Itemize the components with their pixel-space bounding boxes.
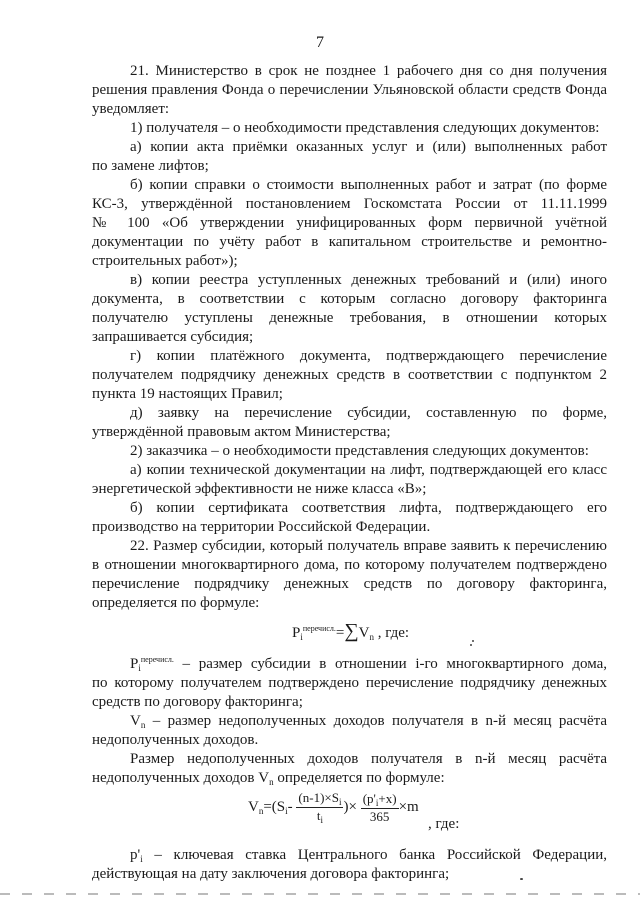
def-pk-sub: i [140,854,143,864]
item-v-line-3: получателю уступлены денежные требования, в отношении которых [92,310,607,326]
def-v-symbol: V [130,713,141,729]
size-vn-sub: n [269,777,274,787]
item-b-line-5: строительных работ»); [92,253,238,269]
formula2-lhs: V [248,798,259,815]
frac2-num-sub: i [375,798,379,808]
item-d-line-1: д) заявку на перечисление субсидии, составленную по форме, [130,405,607,421]
def-p-line-2: по которому получателем подтверждено перечисление подрядчику денежных [92,675,607,691]
def-p-symbol: P [130,656,139,672]
formula1-lhs-sub: i [300,632,303,642]
item-b-line-3: № 100 «Об утверждении унифицированных форм первичной учётной [92,215,607,231]
fraction-1-denominator [296,808,343,825]
scan-edge-artifact [0,893,640,895]
item-2b-line-1: б) копии сертификата соответствия лифта, подтверждающего его [130,500,607,516]
formula2-mult-m: ×m [398,798,419,815]
paragraph-22-line-3: перечисление подрядчику денежных средств по договору факторинга, [92,576,607,592]
formula2-mid: )× [343,798,357,815]
frac1-den-text: t [316,808,321,823]
formula-subsidy [292,620,409,643]
item-d-line-2: утверждённой правовым актом Министерства; [92,424,391,440]
formula2-s-sub: i [285,805,288,816]
paragraph-22-line-2: в отношении многоквартирного дома, по которому получателем подтверждено [92,557,607,573]
formula2-minus: - [287,798,293,815]
item-v-line-1: в) копии реестра уступленных денежных требований и (или) иного [130,272,607,288]
size-vn-symbol: V [258,770,270,786]
paragraph-22-line-1: 22. Размер субсидии, который получатель вправе заявить к перечислению [130,538,607,554]
frac1-num-text: (n-1)×S [298,790,339,805]
formula1-equals: = [335,625,345,641]
item-2b-line-2: производство на территории Российской Федерации. [92,519,431,535]
page-number: 7 [316,34,324,51]
item-2a-line-2: энергетической эффективности не ниже класса «В»; [92,481,427,497]
def-v-sub: n [140,720,146,730]
paragraph-22-line-4: определяется по формуле: [92,595,260,611]
def-pk-line-2: действующая на дату заключения договора факторинга; [92,866,450,882]
item-a-line-2: по замене лифтов; [92,158,209,174]
item-2a-line-1: а) копии технической документации на лифт, подтверждающей его класс [130,462,607,478]
formula1-term-sub: n [369,632,374,642]
item-b-line-4: документации по учёту работ в капитальном строительстве и ремонтно- [92,234,607,250]
def-p-text: – размер субсидии в отношении i-го многоквартирного дома, [182,656,608,672]
scan-speck [470,644,472,646]
item-v-line-4: запрашивается субсидия; [92,329,254,345]
size-line-2-text: недополученных доходов [92,770,255,786]
item-1-heading: 1) получателя – о необходимости представления следующих документов: [130,120,600,136]
fraction-2-denominator: 365 [369,809,390,824]
fraction-1-numerator [296,790,343,808]
scan-speck [472,640,474,642]
paragraph-21-line-1: 21. Министерство в срок не позднее 1 рабочего дня со дня получения [130,63,607,79]
formula2-part1: =(S [263,798,286,815]
formula1-lhs-sup: перечисл. [302,624,336,633]
item-v-line-2: документа, в соответствии с которым согласно договору факторинга [92,291,607,307]
fraction-1 [296,790,343,825]
scan-speck [520,878,523,880]
formula1-term: V [358,625,370,641]
formula-vn [248,790,419,825]
size-line-2 [92,769,607,789]
fraction-2 [361,791,399,824]
def-p-line-1 [130,655,607,675]
item-g-line-1: г) копии платёжного документа, подтверждающего перечисление [130,348,607,364]
def-v-text: – размер недополученных доходов получателя в n-й месяц расчёта [152,713,608,729]
item-a-line-1: а) копии акта приёмки оказанных услуг и (или) выполненных работ [130,139,607,155]
sum-symbol: ∑ [344,620,359,642]
def-v-line-1 [130,712,607,732]
def-pk-symbol: p' [130,847,141,863]
item-b-line-1: б) копии справки о стоимости выполненных работ и затрат (по форме [130,177,607,193]
paragraph-21-line-3: уведомляет: [92,101,170,117]
def-v-line-2: недополученных доходов. [92,732,259,748]
def-p-sup: перечисл. [140,655,174,664]
def-p-line-3: средств по договору факторинга; [92,694,303,710]
def-pk-line-1 [130,846,607,866]
def-pk-text: – ключевая ставка Центрального банка Российской Федерации, [154,847,608,863]
formula2-lhs-sub: n [258,805,264,816]
formula1-tail: , где: [377,625,410,641]
def-p-sub: i [138,663,141,673]
item-g-line-3: пункта 19 настоящих Правил; [92,386,283,402]
frac1-num-sub: i [338,797,342,807]
size-line-2-tail: определяется по формуле: [277,770,445,786]
paragraph-21-line-2: решения правления Фонда о перечислении Ульяновской области средств Фонда [92,82,607,98]
frac2-num-tail: +x) [378,791,397,806]
item-g-line-2: получателем подрядчику денежных средств в соответствии с подпунктом 2 [92,367,607,383]
fraction-2-numerator [361,791,399,809]
frac2-num-text: (p' [362,791,376,806]
formula2-tail: , где: [428,816,460,832]
item-2-heading: 2) заказчика – о необходимости представления следующих документов: [130,443,589,459]
size-line-1: Размер недополученных доходов получателя в n-й месяц расчёта [130,751,607,767]
frac1-den-sub: i [320,815,324,825]
item-b-line-2: КС-3, утверждённой постановлением Госкомстата России от 11.11.1999 [92,196,607,212]
formula1-lhs: P [292,625,301,641]
